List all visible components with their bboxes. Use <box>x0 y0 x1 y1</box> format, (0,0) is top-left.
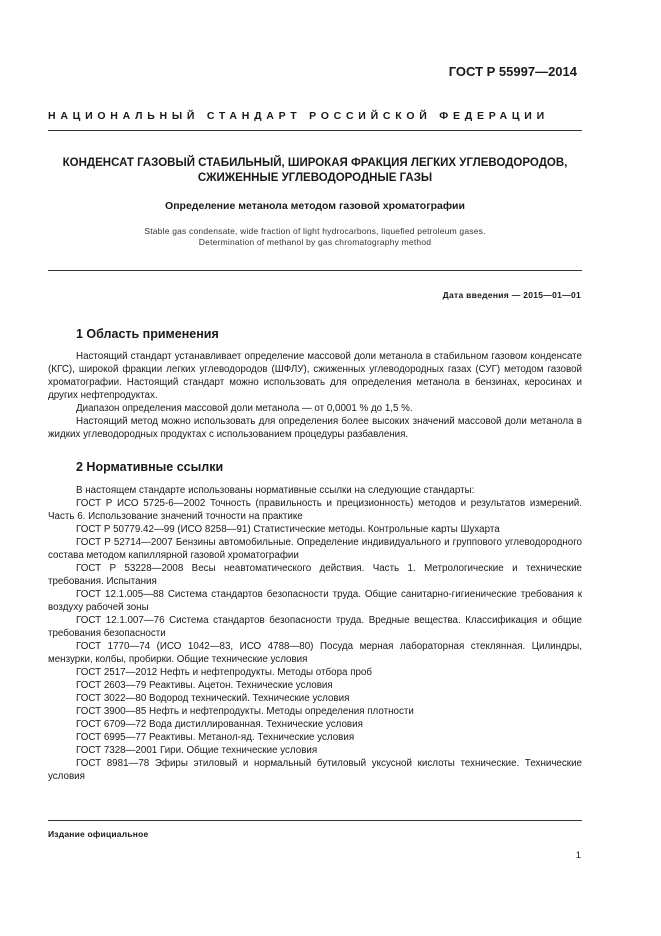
footer-rule <box>48 820 582 821</box>
title-line-1: КОНДЕНСАТ ГАЗОВЫЙ СТАБИЛЬНЫЙ, ШИРОКАЯ ФРАКЦИЯ ЛЕГКИХ УГЛЕВОДОРОДОВ, <box>62 157 568 169</box>
introduction-date: Дата введения — 2015—01—01 <box>442 290 581 300</box>
title-rule <box>48 270 582 271</box>
section-2-heading: 2 Нормативные ссылки <box>76 460 224 474</box>
section-2-body <box>48 484 582 783</box>
official-edition-label: Издание официальное <box>48 829 149 839</box>
english-title-line-2: Determination of methanol by gas chromatography method <box>198 237 432 247</box>
normative-reference: ГОСТ 12.1.005—88 Система стандартов безопасности труда. Общие санитарно-гигиенические требования к воздуху рабочей зоны <box>48 589 582 613</box>
document-number: ГОСТ Р 55997—2014 <box>448 64 577 79</box>
normative-reference: ГОСТ 8981—78 Эфиры этиловый и нормальный бутиловый уксусной кислоты технические. Технические условия <box>48 758 582 782</box>
normative-reference: ГОСТ 1770—74 (ИСО 1042—83, ИСО 4788—80) Посуда мерная лабораторная стеклянная. Цилиндры, мензурки, колбы, пробирки. Общие технические условия <box>48 641 582 665</box>
document-title <box>48 156 582 186</box>
document-subtitle: Определение метанола методом газовой хроматографии <box>165 200 465 212</box>
section-2-intro: В настоящем стандарте использованы нормативные ссылки на следующие стандарты: <box>76 485 475 496</box>
section-1-heading: 1 Область применения <box>76 327 219 341</box>
normative-reference: ГОСТ 12.1.007—76 Система стандартов безопасности труда. Вредные вещества. Классификация и общие требования безопасности <box>48 615 582 639</box>
national-standard-banner: НАЦИОНАЛЬНЫЙ СТАНДАРТ РОССИЙСКОЙ ФЕДЕРАЦИИ <box>48 110 549 122</box>
section-1-paragraph: Диапазон определения массовой доли метанола — от 0,0001 % до 1,5 %. <box>76 403 413 414</box>
normative-reference: ГОСТ Р 53228—2008 Весы неавтоматического действия. Часть 1. Метрологические и технические требования. Испытания <box>48 563 582 587</box>
normative-reference: ГОСТ Р 50779.42—99 (ИСО 8258—91) Статистические методы. Контрольные карты Шухарта <box>76 524 500 535</box>
page-number: 1 <box>575 850 581 861</box>
top-rule <box>48 130 582 131</box>
normative-reference: ГОСТ 3022—80 Водород технический. Технические условия <box>76 693 350 704</box>
section-1-body <box>48 350 582 441</box>
title-line-2: СЖИЖЕННЫЕ УГЛЕВОДОРОДНЫЕ ГАЗЫ <box>197 172 433 184</box>
normative-reference: ГОСТ 3900—85 Нефть и нефтепродукты. Методы определения плотности <box>76 706 414 717</box>
section-1-paragraph: Настоящий метод можно использовать для определения более высоких значений массовой доли метанола в жидких углеводородных продуктах с использованием процедуры разбавления. <box>48 416 582 440</box>
normative-reference: ГОСТ 2517—2012 Нефть и нефтепродукты. Методы отбора проб <box>76 667 373 678</box>
normative-reference: ГОСТ 7328—2001 Гири. Общие технические условия <box>76 745 318 756</box>
normative-reference: ГОСТ 6709—72 Вода дистиллированная. Технические условия <box>76 719 363 730</box>
english-title <box>48 226 582 248</box>
normative-reference: ГОСТ 2603—79 Реактивы. Ацетон. Технические условия <box>76 680 333 691</box>
section-1-paragraph: Настоящий стандарт устанавливает определение массовой доли метанола в стабильном газовом конденсате (КГС), широкой фракции легких углеводородов (ШФЛУ), сжиженных углеводородных газах (СУГ) методом газовой хроматографии. Настоящий стандарт можно использовать для определения метанола в бензинах, керосинах и других нефтепродуктах. <box>48 351 582 401</box>
normative-reference: ГОСТ Р 52714—2007 Бензины автомобильные. Определение индивидуального и группового углеводородного состава методом капиллярной газовой хроматографии <box>48 537 582 561</box>
normative-reference: ГОСТ 6995—77 Реактивы. Метанол-яд. Технические условия <box>76 732 355 743</box>
english-title-line-1: Stable gas condensate, wide fraction of light hydrocarbons, liquefied petroleum gases. <box>144 226 486 236</box>
normative-reference: ГОСТ Р ИСО 5725-6—2002 Точность (правильность и прецизионность) методов и результатов измерений. Часть 6. Использование значений точности на практике <box>48 498 582 522</box>
